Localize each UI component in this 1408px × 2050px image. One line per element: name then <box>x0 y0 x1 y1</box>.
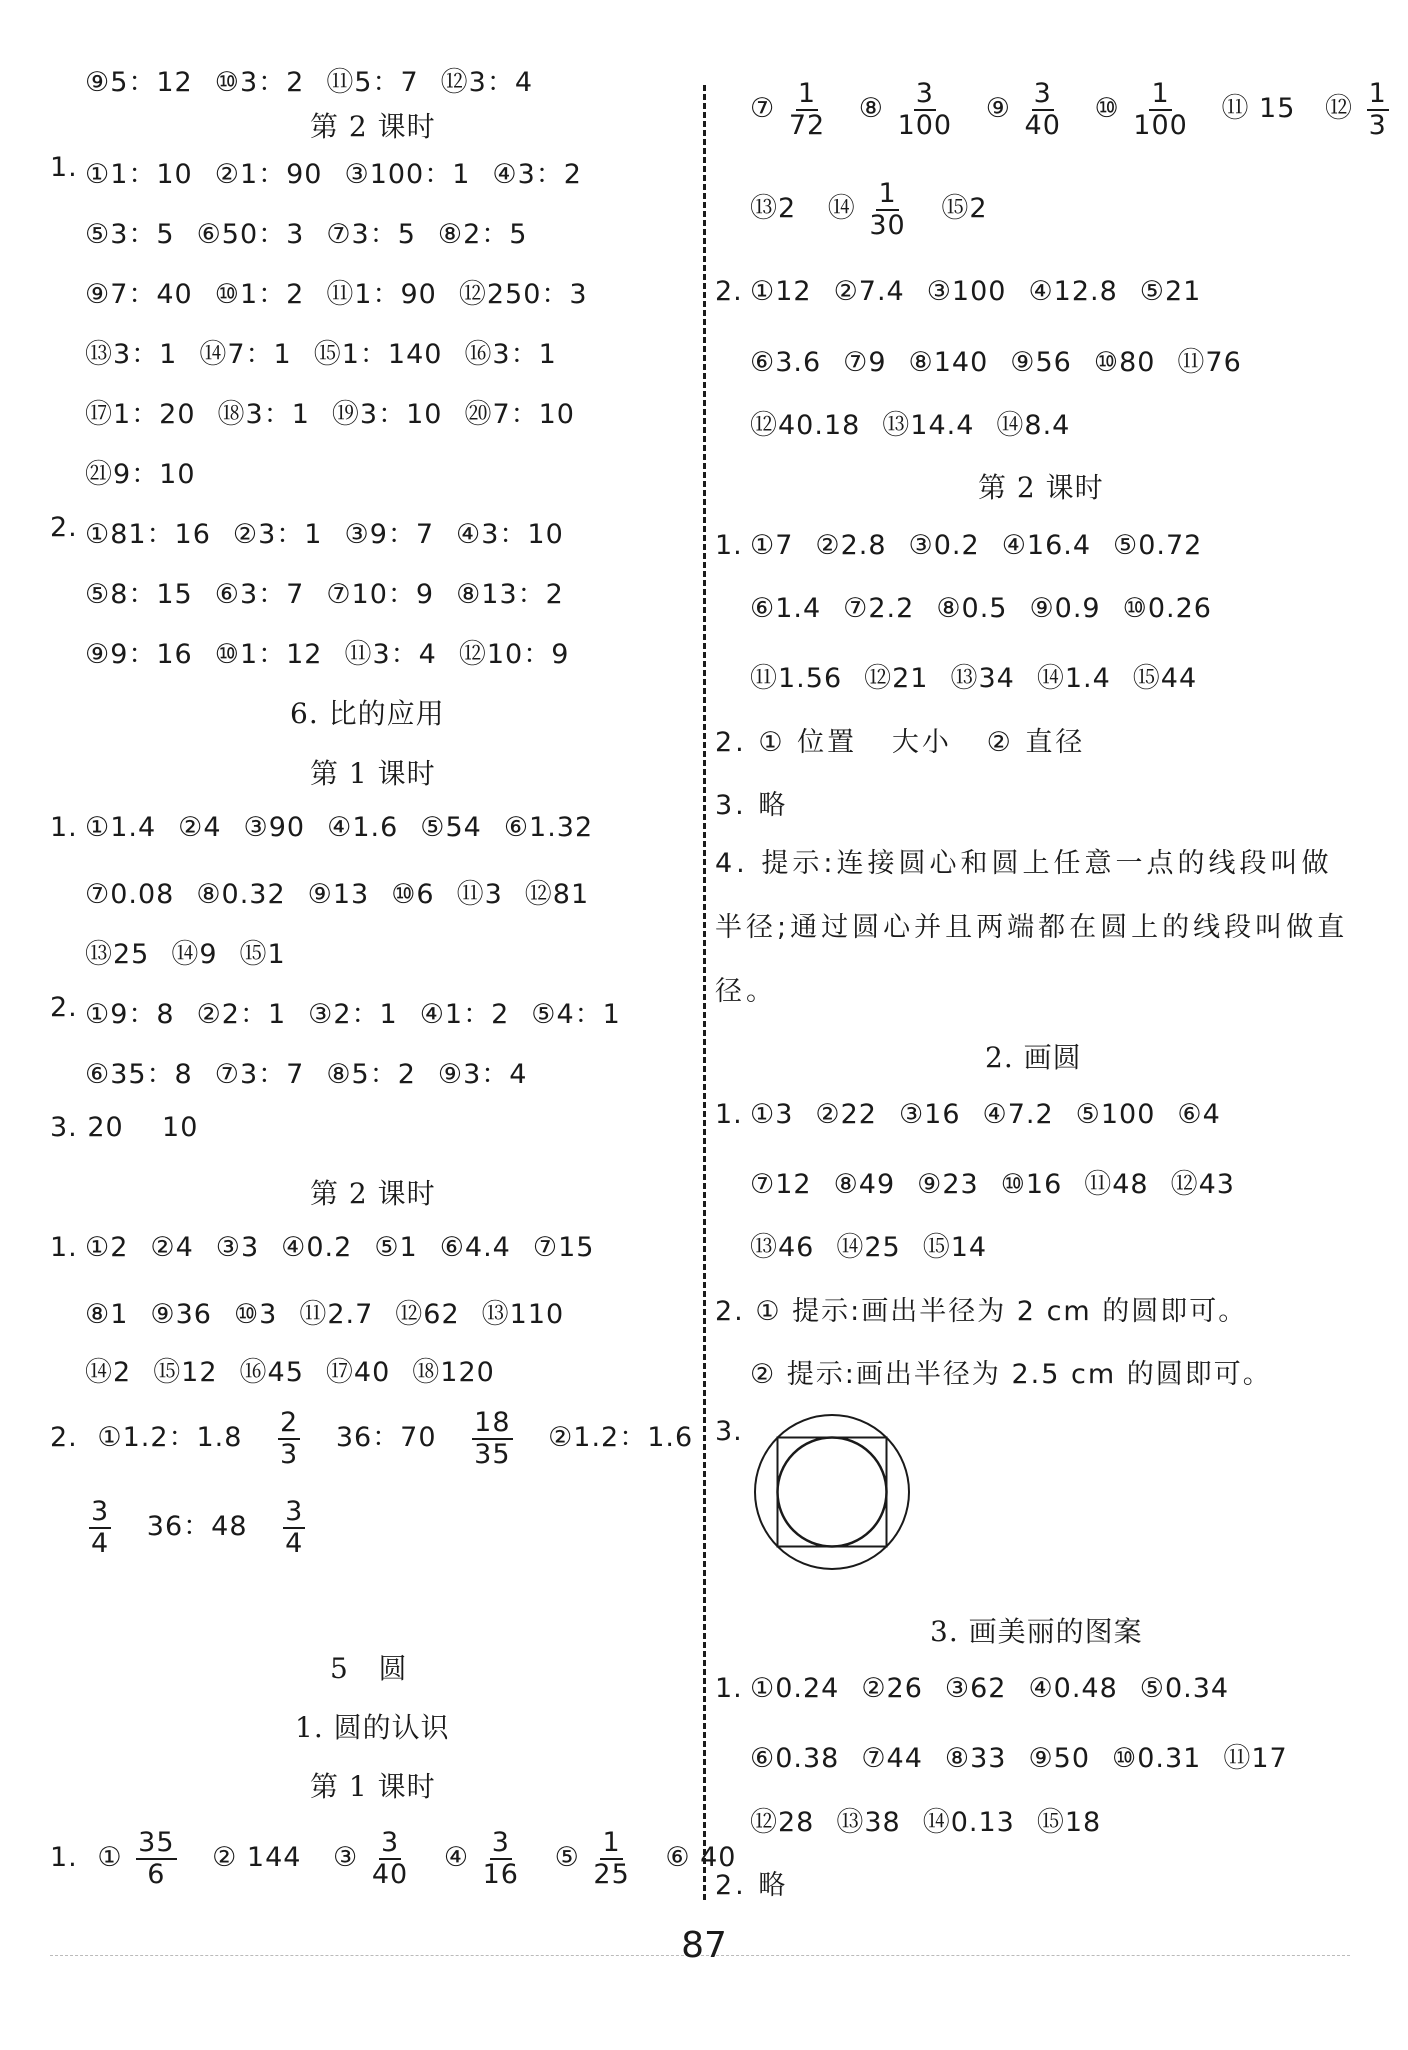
answer-item: ④3：10 <box>456 519 564 550</box>
denominator: 25 <box>593 1858 630 1890</box>
answer-item: ⑩1：12 <box>214 639 323 670</box>
numerator: 1 <box>878 177 897 209</box>
answer-item: ⑩16 <box>1000 1169 1063 1200</box>
denominator: 100 <box>1133 109 1188 141</box>
answer-item: ⑩3 <box>233 1299 278 1330</box>
answer-item: ⑫40.18 <box>750 410 861 441</box>
answer-item: ⑮12 <box>153 1357 218 1388</box>
answer-item: ⑤4：1 <box>531 999 621 1030</box>
inner-circle <box>778 1438 887 1547</box>
section-heading: 1. 圆的认识 <box>295 1711 450 1744</box>
question-number: 2. <box>50 992 78 1023</box>
question-number: 1. <box>50 152 78 183</box>
answer-item: ②7.4 <box>833 276 905 307</box>
answer-item: ②1.2：1.6 <box>548 1422 694 1453</box>
answer-item: ⑤1 <box>374 1232 418 1263</box>
answer-row <box>85 1292 586 1331</box>
fraction <box>472 1408 512 1470</box>
answer-item: ⑪76 <box>1177 347 1242 378</box>
answer-item: ②26 <box>861 1673 923 1704</box>
answer-item: ⑩0.26 <box>1122 593 1212 624</box>
answer-item: ⑪1.56 <box>750 663 843 694</box>
answer-item: ⑧0.32 <box>196 879 286 910</box>
answer-item: ⑤21 <box>1139 276 1202 307</box>
answer-item: ③100：1 <box>344 159 471 190</box>
answer-row <box>85 332 579 371</box>
answer-item: ⑮14 <box>922 1232 988 1263</box>
answer-item: ⑧5：2 <box>326 1059 416 1090</box>
answer-item: ①7 <box>750 530 794 561</box>
answer-item: ⑮2 <box>941 193 988 224</box>
question-number: 2. <box>715 276 743 307</box>
answer-item: ⑰1：20 <box>85 399 196 430</box>
answer-item: ⑭1.4 <box>1036 663 1111 694</box>
answer-item: ④0.48 <box>1028 1673 1118 1704</box>
answer-item: ②22 <box>815 1099 877 1130</box>
denominator: 40 <box>371 1858 409 1890</box>
answer-item: ②3：1 <box>232 519 323 550</box>
answer-item: ⑬25 <box>85 939 150 970</box>
answer-paragraph: 4. 提示:连接圆心和圆上任意一点的线段叫做半径;通过圆心并且两端都在圆上的线段叫做直径。 <box>715 848 1349 1007</box>
circle-square-figure <box>752 1412 912 1572</box>
answer-row <box>750 1736 1310 1775</box>
answer-item: ⑨50 <box>1028 1743 1091 1774</box>
answer-item: ⑥3.6 <box>750 347 822 378</box>
answer-item: ⑪48 <box>1084 1169 1149 1200</box>
fraction <box>1133 79 1188 141</box>
denominator: 72 <box>788 109 826 141</box>
circled-number: ⑨ <box>985 93 1011 124</box>
circled-number: ④ <box>443 1842 470 1873</box>
question-number: 1. <box>50 1842 78 1873</box>
answer-item: ⑥4 <box>1177 1099 1221 1130</box>
answer-item: ⑮1：140 <box>313 339 443 370</box>
fraction <box>278 1408 300 1470</box>
answer-item: ⑬46 <box>750 1232 815 1263</box>
question-number: 1. <box>50 812 78 843</box>
answer-item: ⑪1：90 <box>326 279 437 310</box>
answer-item: ⑨36 <box>150 1299 212 1330</box>
answer-row <box>85 1494 309 1560</box>
answer-item: ⑧49 <box>833 1169 896 1200</box>
answer-item: ⑱3：1 <box>217 399 310 430</box>
answer-row: ② 提示:画出半径为 2.5 cm 的圆即可。 <box>750 1359 1272 1390</box>
denominator: 40 <box>1024 109 1061 141</box>
numerator: 3 <box>915 77 934 109</box>
answer-row <box>750 1800 1123 1839</box>
answer-item: ⑩6 <box>391 879 435 910</box>
answer-item: ⑭8.4 <box>996 410 1071 441</box>
question-number: 3. <box>715 1416 743 1447</box>
answer-item: ⑲3：10 <box>331 399 443 430</box>
fraction <box>483 1828 519 1890</box>
circled-number: ⑧ <box>858 93 884 124</box>
answer-row <box>750 340 1264 379</box>
denominator: 6 <box>147 1858 166 1890</box>
answer-item: ⑦12 <box>750 1169 812 1200</box>
circled-number: ① <box>97 1842 123 1873</box>
lesson-heading: 第 2 课时 <box>310 1177 436 1210</box>
answer-item: ⑨0.9 <box>1029 593 1101 624</box>
question-number: 1. <box>715 1673 743 1704</box>
answer-item: ⑦3：5 <box>326 219 416 250</box>
section-heading: 6. 比的应用 <box>290 697 445 730</box>
answer-item: ⑨23 <box>917 1169 979 1200</box>
answer-item: 36：48 <box>146 1511 248 1542</box>
answer-item: ⑪3 <box>456 879 503 910</box>
answer-item: ⑫28 <box>750 1807 815 1838</box>
numerator: 3 <box>91 1495 110 1527</box>
answer-item: ⑥4.4 <box>439 1232 511 1263</box>
section-heading: 2. 画圆 <box>985 1041 1082 1074</box>
answer-item: ⑫250：3 <box>458 279 588 310</box>
answer-item: ⑫43 <box>1170 1169 1235 1200</box>
answer-item: ⑦44 <box>861 1743 923 1774</box>
answer-item: ⑫3：4 <box>440 67 534 98</box>
answer-row <box>750 593 1234 624</box>
answer-row <box>85 452 218 491</box>
answer-row <box>750 76 1393 142</box>
answer-item: ⑮1 <box>239 939 286 970</box>
answer-row: 2. ① 提示:画出半径为 2 cm 的圆即可。 <box>715 1296 1248 1327</box>
answer-item: ⑧2：5 <box>437 219 528 250</box>
answer-row <box>85 872 611 911</box>
fraction <box>869 179 905 241</box>
answer-row <box>750 276 1223 307</box>
numerator: 2 <box>280 1406 299 1438</box>
answer-item: ⑬2 <box>750 193 797 224</box>
answer-item: ⑤0.72 <box>1113 530 1203 561</box>
answer-item: ⑬110 <box>481 1299 565 1330</box>
chapter-heading: 5 圆 <box>330 1652 408 1685</box>
answer-item: ⑧13：2 <box>456 579 564 610</box>
answer-item: ③3 <box>215 1232 260 1263</box>
fraction <box>283 1497 305 1559</box>
fraction <box>1367 79 1389 141</box>
question-number: 1. <box>715 1099 743 1130</box>
answer-item: ②4 <box>178 812 222 843</box>
answer-row <box>85 392 597 431</box>
answer-item: ③9：7 <box>344 519 435 550</box>
lesson-heading: 第 1 课时 <box>310 757 436 790</box>
answer-row <box>85 60 555 99</box>
answer-item: ⑳7：10 <box>464 399 575 430</box>
answer-item: ⑪3：4 <box>344 639 437 670</box>
answer-row <box>85 1052 549 1091</box>
answer-item: ⑪17 <box>1223 1743 1288 1774</box>
answer-item: ③0.2 <box>908 530 980 561</box>
answer-item: ①2 <box>85 1232 129 1263</box>
answer-item: ①9：8 <box>85 999 175 1030</box>
answer-item: ⑩3：2 <box>214 67 305 98</box>
answer-item: ②1：90 <box>214 159 323 190</box>
answer-item: ⑪ 15 <box>1221 93 1296 124</box>
answer-item: ⑦3：7 <box>214 1059 305 1090</box>
answer-item: ⑨13 <box>307 879 370 910</box>
answer-item: ④3：2 <box>492 159 582 190</box>
answer-item: ⑤100 <box>1075 1099 1156 1130</box>
denominator: 3 <box>1368 109 1387 141</box>
fraction <box>89 1497 111 1559</box>
answer-item: ⑨56 <box>1010 347 1072 378</box>
lesson-heading: 第 1 课时 <box>310 1770 436 1803</box>
denominator: 16 <box>482 1858 519 1890</box>
answer-row: 3. 20 10 <box>50 1112 199 1143</box>
answer-item: ②4 <box>150 1232 194 1263</box>
denominator: 4 <box>91 1527 110 1559</box>
answer-item: ⑧33 <box>944 1743 1007 1774</box>
answer-item: ③100 <box>926 276 1007 307</box>
answer-item: ⑥35：8 <box>85 1059 193 1090</box>
answer-item: ⑤0.34 <box>1139 1673 1230 1704</box>
answer-row <box>750 656 1219 695</box>
answer-item: ⑯3：1 <box>464 339 557 370</box>
numerator: 35 <box>138 1826 175 1858</box>
denominator: 100 <box>897 109 953 141</box>
answer-item: ⑪2.7 <box>299 1299 374 1330</box>
answer-item: ⑩1：2 <box>214 279 305 310</box>
answer-row <box>750 403 1092 442</box>
answer-row: 2. ① 位置 大小 ② 直径 <box>715 727 1086 758</box>
numerator: 3 <box>285 1495 304 1527</box>
answer-item: ⑨7：40 <box>85 279 193 310</box>
answer-row <box>85 512 586 551</box>
circled-number: ⑫ <box>1324 93 1353 124</box>
lesson-heading: 第 2 课时 <box>310 110 436 143</box>
numerator: 1 <box>602 1826 621 1858</box>
answer-item: ⑫10：9 <box>458 639 570 670</box>
answer-item: ⑥3：7 <box>214 579 305 610</box>
circled-number: ⑭ <box>827 193 856 224</box>
answer-row <box>85 632 591 671</box>
answer-row: 2. 略 <box>715 1870 789 1901</box>
answer-item: ④1：2 <box>419 999 510 1030</box>
fraction <box>593 1828 629 1890</box>
answer-row <box>750 1225 1009 1264</box>
numerator: 18 <box>474 1406 511 1438</box>
answer-row <box>85 1350 517 1389</box>
numerator: 1 <box>1151 77 1170 109</box>
answer-item: ⑬3：1 <box>85 339 178 370</box>
answer-item: ⑭9 <box>171 939 218 970</box>
answer-item: ⑭7：1 <box>199 339 292 370</box>
answer-row <box>750 530 1224 561</box>
numerator: 3 <box>1033 77 1052 109</box>
answer-item: ②2.8 <box>815 530 887 561</box>
answer-item: ② 144 <box>212 1842 302 1873</box>
fraction <box>136 1828 176 1890</box>
numerator: 3 <box>380 1826 400 1858</box>
answer-item: ⑩80 <box>1093 347 1156 378</box>
column-divider <box>703 85 706 1900</box>
answer-row <box>85 1232 616 1263</box>
answer-item: ⑦15 <box>532 1232 595 1263</box>
question-number: 1. <box>715 530 743 561</box>
answer-row <box>85 992 643 1031</box>
answer-row <box>85 212 549 251</box>
answer-item: ⑤8：15 <box>85 579 193 610</box>
fraction <box>372 1828 408 1890</box>
answer-item: ⑫81 <box>524 879 590 910</box>
answer-row: 3. 略 <box>715 790 789 821</box>
lesson-heading: 第 2 课时 <box>978 471 1104 504</box>
answer-item: ⑭2 <box>85 1357 132 1388</box>
denominator: 35 <box>474 1438 511 1470</box>
answer-item: ④16.4 <box>1001 530 1092 561</box>
denominator: 4 <box>285 1527 304 1559</box>
answer-item: ①81：16 <box>85 519 211 550</box>
answer-item: ⑮18 <box>1036 1807 1102 1838</box>
circled-number: ③ <box>333 1842 359 1873</box>
answer-row <box>50 1405 715 1471</box>
answer-item: ⑦0.08 <box>85 879 175 910</box>
answer-item: ⑰40 <box>325 1357 391 1388</box>
answer-item: ⑪5：7 <box>326 67 419 98</box>
answer-row <box>750 1099 1243 1130</box>
fraction <box>898 79 953 141</box>
answer-item: ⑦9 <box>843 347 887 378</box>
answer-item: ⑤54 <box>420 812 482 843</box>
answer-row <box>85 812 615 843</box>
answer-item: ⑨9：16 <box>85 639 193 670</box>
answer-item: ④12.8 <box>1028 276 1118 307</box>
answer-item: ⑱120 <box>412 1357 495 1388</box>
answer-item: ⑥1.4 <box>750 593 822 624</box>
circled-number: ⑩ <box>1094 93 1120 124</box>
answer-item: ③2：1 <box>308 999 398 1030</box>
answer-item: ③90 <box>243 812 306 843</box>
answer-item: ⑬14.4 <box>882 410 975 441</box>
page-number: 87 <box>681 1925 727 1966</box>
numerator: 3 <box>491 1826 510 1858</box>
fraction <box>1025 79 1061 141</box>
answer-item: ⑬38 <box>836 1807 901 1838</box>
answer-item: ②2：1 <box>196 999 287 1030</box>
answer-item: ⑬34 <box>950 663 1015 694</box>
answer-item: ①1：10 <box>85 159 193 190</box>
answer-row <box>85 932 308 971</box>
denominator: 3 <box>280 1438 299 1470</box>
answer-item: ㉑9：10 <box>85 459 196 490</box>
answer-item: ①1.2：1.8 <box>97 1422 243 1453</box>
answer-row <box>750 1162 1257 1201</box>
answer-item: ⑧1 <box>85 1299 129 1330</box>
answer-row <box>750 1673 1251 1704</box>
answer-item: ⑥ 40 <box>665 1842 737 1873</box>
answer-item: ①3 <box>750 1099 794 1130</box>
answer-item: ⑫21 <box>864 663 929 694</box>
answer-item: ④7.2 <box>982 1099 1054 1130</box>
answer-item: ⑩0.31 <box>1112 1743 1202 1774</box>
answer-item: ⑥50：3 <box>196 219 305 250</box>
question-number: 1. <box>50 1232 78 1263</box>
answer-item: ③16 <box>898 1099 961 1130</box>
answer-item: ⑭0.13 <box>922 1807 1015 1838</box>
answer-item: ⑮44 <box>1132 663 1198 694</box>
answer-row <box>85 152 604 191</box>
answer-item: ⑭25 <box>836 1232 901 1263</box>
answer-item: 36：70 <box>335 1422 437 1453</box>
section-heading: 3. 画美丽的图案 <box>930 1615 1143 1648</box>
denominator: 30 <box>869 209 906 241</box>
answer-item: ①1.4 <box>85 812 157 843</box>
answer-item: ⑥0.38 <box>750 1743 840 1774</box>
fraction <box>789 79 825 141</box>
numerator: 1 <box>1368 77 1387 109</box>
answer-item: ④1.6 <box>327 812 399 843</box>
answer-row <box>50 1825 737 1891</box>
answer-row <box>85 272 610 311</box>
answer-item: ⑤3：5 <box>85 219 175 250</box>
circled-number: ⑤ <box>554 1842 580 1873</box>
answer-item: ⑯45 <box>239 1357 304 1388</box>
answer-item: ⑨5：12 <box>85 67 193 98</box>
question-number: 2. <box>50 512 78 543</box>
answer-item: ①12 <box>750 276 812 307</box>
answer-item: ⑧140 <box>908 347 989 378</box>
question-number: 2. <box>50 1422 78 1453</box>
answer-row <box>85 572 586 611</box>
answer-row <box>750 176 988 242</box>
numerator: 1 <box>797 77 817 109</box>
circled-number: ⑦ <box>750 93 776 124</box>
answer-item: ⑧0.5 <box>936 593 1008 624</box>
answer-item: ⑥1.32 <box>503 812 594 843</box>
answer-item: ③62 <box>944 1673 1007 1704</box>
answer-item: ⑦10：9 <box>326 579 435 610</box>
answer-item: ⑦2.2 <box>843 593 915 624</box>
answer-item: ⑨3：4 <box>437 1059 528 1090</box>
answer-item: ⑫62 <box>395 1299 460 1330</box>
answer-item: ①0.24 <box>750 1673 840 1704</box>
answer-item: ④0.2 <box>281 1232 353 1263</box>
